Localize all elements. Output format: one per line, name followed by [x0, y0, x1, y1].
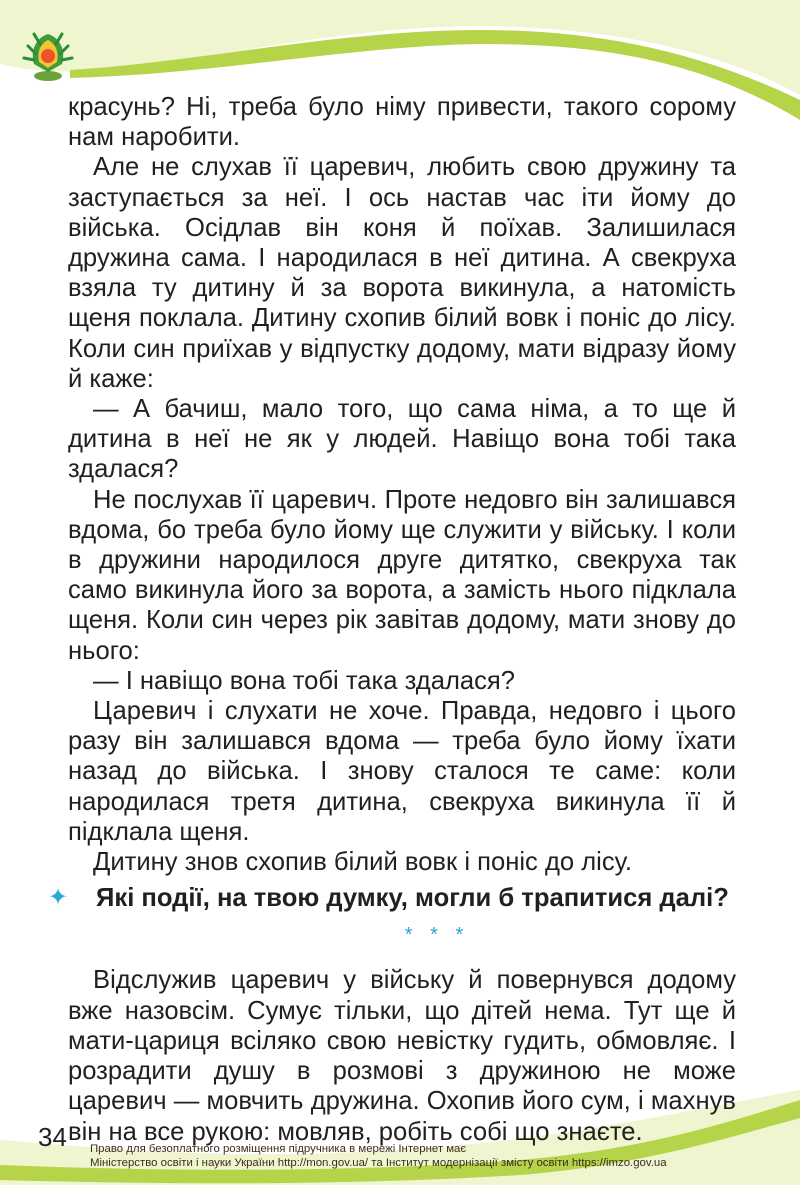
paragraph: — І навіщо вона тобі така здалася?	[93, 666, 516, 695]
question-block	[48, 883, 736, 913]
paragraph: Відслужив царевич у війську й повернувся додому вже назовсім. Сумує тільки, що дітей нема. Тут ще й мати-цариця всіляко свою невістку гудить, обмовляє. І розрадити душу в розмові з дружиною не може царевич — мовчить дружина. Охопив його сум, і махнув він на все рукою: мовляв, робіть собі що знаєте.	[68, 966, 736, 1146]
question-text: Які події, на твою думку, могли б трапитися далі?	[96, 884, 729, 913]
section-separator: * * *	[404, 924, 470, 947]
footer-line: Міністерство освіти і науки України http://mon.gov.ua/ та Інститут модернізації змісту освіти https://imzo.gov.ua	[90, 1157, 667, 1169]
paragraph: Не послухав її царевич. Проте недовго він залишався вдома, бо треба було йому ще служити у війську. І коли в дружини народилося друге дитятко, свекруха так само викинула його за ворота, а замість нього підклала щеня. Коли син через рік завітав додому, мати знову до нього:	[68, 485, 736, 665]
paragraph: Царевич і слухати не хоче. Правда, недовго і цього разу він залишався вдома — треба було йому їхати назад до війська. І знову сталося те саме: коли народилася третя дитина, свекруха викинула її й підклала щеня.	[68, 697, 736, 846]
paragraph: Дитину знов схопив білий вовк і поніс до лісу.	[93, 848, 632, 877]
copyright-footer	[90, 1142, 667, 1170]
footer-line: Право для безоплатного розміщення підручника в мережі Інтернет має	[90, 1143, 467, 1155]
paragraph: красунь? Ні, треба було німу привести, такого сорому нам наробити.	[68, 93, 736, 152]
star-bullet-icon: ✦	[48, 884, 69, 912]
paragraph: Але не слухав її царевич, любить свою дружину та заступається за неї. І ось настав час іти йому до війська. Осідлав він коня й поїхав. Залишилася дружина сама. І народилася в неї дитина. А свекруха взяла ту дитину й за ворота викинула, а натомість щеня поклала. Дитину схопив білий вовк і поніс до лісу. Коли син приїхав у відпустку додому, мати відразу йому й каже:	[68, 153, 736, 393]
floral-ornament-icon	[20, 24, 76, 88]
page-number: 34	[38, 1122, 67, 1152]
paragraph: — А бачиш, мало того, що сама німа, а то ще й дитина в неї не як у людей. Навіщо вона тобі така здалася?	[68, 395, 736, 484]
